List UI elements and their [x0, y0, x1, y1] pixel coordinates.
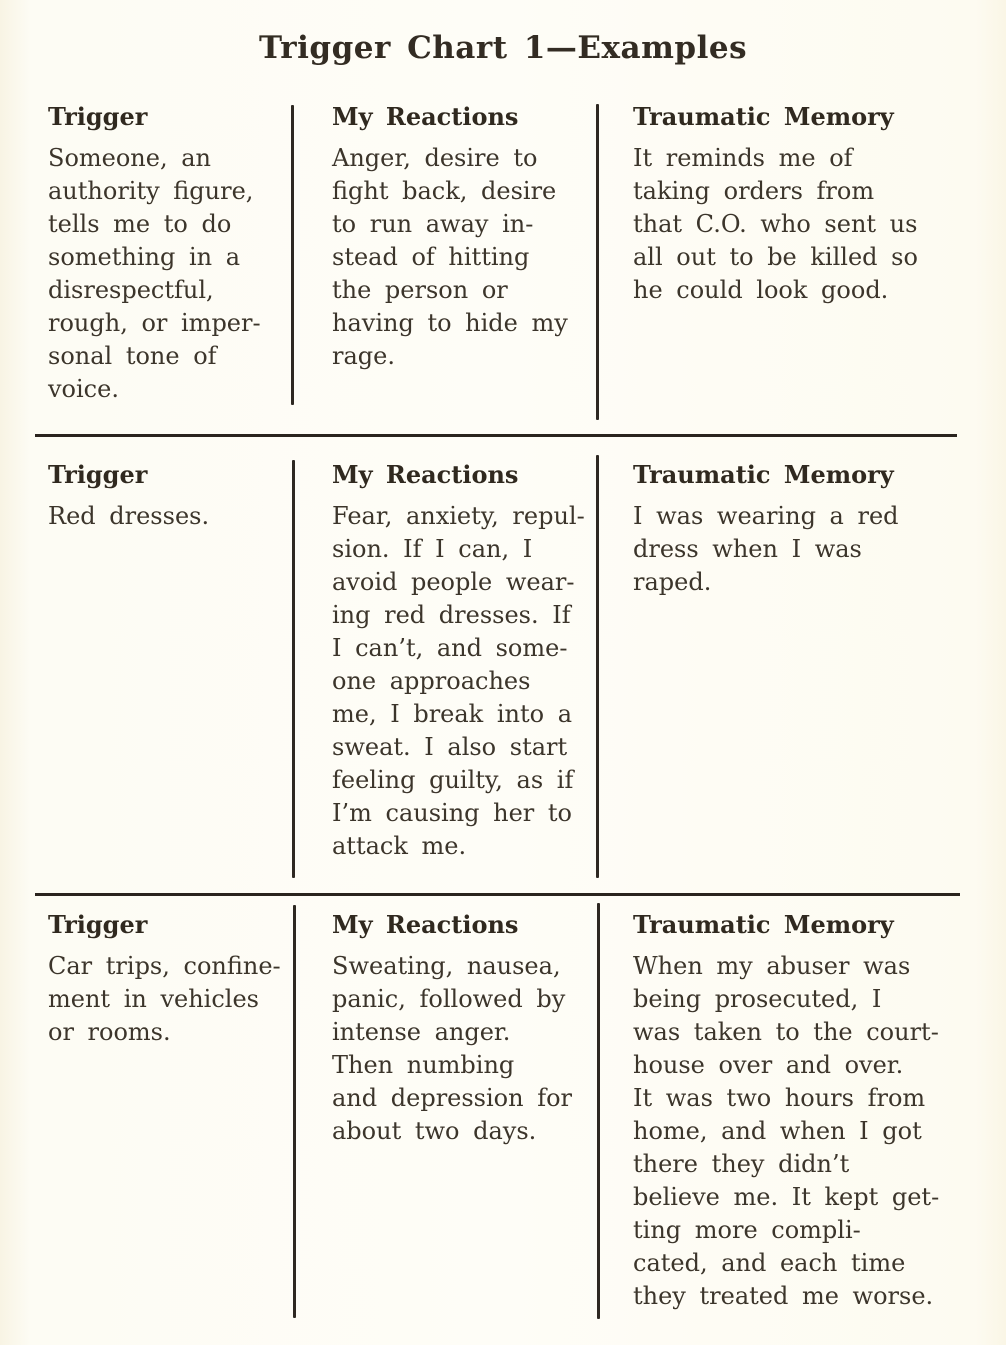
text-line: Sweating, nausea,: [332, 952, 561, 980]
page-title: Trigger Chart 1—Examples: [258, 30, 748, 66]
text-line: It was two hours from: [633, 1084, 926, 1112]
cell-header-my-reactions: My Reactions: [332, 460, 519, 489]
text-line: I was wearing a red: [633, 502, 899, 530]
cell-body-my-reactions: [332, 500, 588, 863]
text-line: about two days.: [332, 1117, 537, 1145]
text-line: sweat. I also start: [332, 733, 568, 761]
text-line: rough, or imper-: [48, 309, 261, 337]
cell-memory-row3: [633, 908, 963, 1313]
text-line: he could look good.: [633, 276, 889, 304]
cell-body-my-reactions: [332, 950, 588, 1148]
text-line: stead of hitting: [332, 243, 530, 271]
text-line: ing red dresses. If: [332, 601, 571, 629]
cell-reactions-row3: [332, 908, 588, 1148]
cell-memory-row1: [633, 100, 963, 307]
text-line: ment in vehicles: [48, 985, 259, 1013]
text-line: I can’t, and some-: [332, 634, 568, 662]
cell-header-trigger: Trigger: [48, 102, 148, 131]
text-line: fight back, desire: [332, 177, 557, 205]
text-line: or rooms.: [48, 1018, 171, 1046]
row-separator-rule: [35, 434, 957, 437]
text-line: Then numbing: [332, 1051, 515, 1079]
text-line: raped.: [633, 568, 712, 596]
text-line: sion. If I can, I: [332, 535, 533, 563]
text-line: It reminds me of: [633, 144, 853, 172]
text-line: the person or: [332, 276, 508, 304]
text-line: rage.: [332, 342, 395, 370]
text-line: all out to be killed so: [633, 243, 918, 271]
text-line: me, I break into a: [332, 700, 573, 728]
text-line: disrespectful,: [48, 276, 214, 304]
cell-trigger-row3: [48, 908, 290, 1049]
cell-body-trigger: [48, 950, 290, 1049]
text-line: believe me. It kept get-: [633, 1183, 940, 1211]
cell-header-trigger: Trigger: [48, 460, 148, 489]
text-line: and depression for: [332, 1084, 573, 1112]
cell-body-traumatic-memory: [633, 950, 963, 1313]
cell-body-traumatic-memory: [633, 500, 963, 599]
text-line: sonal tone of: [48, 342, 217, 370]
column-divider: [291, 105, 294, 405]
cell-header-traumatic-memory: Traumatic Memory: [633, 102, 894, 131]
text-line: Red dresses.: [48, 502, 210, 530]
cell-trigger-row2: [48, 458, 290, 533]
text-line: they treated me worse.: [633, 1282, 934, 1310]
cell-header-my-reactions: My Reactions: [332, 102, 519, 131]
text-line: I’m causing her to: [332, 799, 572, 827]
text-line: that C.O. who sent us: [633, 210, 918, 238]
text-line: Fear, anxiety, repul-: [332, 502, 585, 530]
cell-body-trigger: [48, 500, 290, 533]
text-line: authority figure,: [48, 177, 254, 205]
text-line: having to hide my: [332, 309, 568, 337]
cell-reactions-row1: [332, 100, 588, 373]
text-line: Car trips, confine-: [48, 952, 281, 980]
text-line: dress when I was: [633, 535, 862, 563]
text-line: voice.: [48, 375, 119, 403]
text-line: When my abuser was: [633, 952, 911, 980]
column-divider: [596, 104, 599, 420]
column-divider: [597, 903, 600, 1319]
cell-header-my-reactions: My Reactions: [332, 910, 519, 939]
text-line: panic, followed by: [332, 985, 566, 1013]
column-divider: [292, 460, 295, 878]
cell-memory-row2: [633, 458, 963, 599]
text-line: to run away in-: [332, 210, 534, 238]
text-line: home, and when I got: [633, 1117, 922, 1145]
text-line: tells me to do: [48, 210, 232, 238]
column-divider: [596, 455, 599, 878]
cell-trigger-row1: [48, 100, 290, 406]
cell-header-traumatic-memory: Traumatic Memory: [633, 460, 894, 489]
cell-body-my-reactions: [332, 142, 588, 373]
text-line: feeling guilty, as if: [332, 766, 574, 794]
row-separator-rule: [35, 893, 960, 896]
cell-header-trigger: Trigger: [48, 910, 148, 939]
column-divider: [293, 905, 296, 1318]
text-line: ting more compli-: [633, 1216, 861, 1244]
text-line: one approaches: [332, 667, 531, 695]
text-line: Someone, an: [48, 144, 211, 172]
text-line: avoid people wear-: [332, 568, 575, 596]
text-line: house over and over.: [633, 1051, 904, 1079]
text-line: was taken to the court-: [633, 1018, 939, 1046]
text-line: there they didn’t: [633, 1150, 850, 1178]
text-line: Anger, desire to: [332, 144, 538, 172]
text-line: taking orders from: [633, 177, 875, 205]
text-line: something in a: [48, 243, 241, 271]
cell-body-trigger: [48, 142, 290, 406]
text-line: being prosecuted, I: [633, 985, 882, 1013]
cell-body-traumatic-memory: [633, 142, 963, 307]
cell-header-traumatic-memory: Traumatic Memory: [633, 910, 894, 939]
cell-reactions-row2: [332, 458, 588, 863]
text-line: attack me.: [332, 832, 467, 860]
text-line: intense anger.: [332, 1018, 511, 1046]
text-line: cated, and each time: [633, 1249, 906, 1277]
